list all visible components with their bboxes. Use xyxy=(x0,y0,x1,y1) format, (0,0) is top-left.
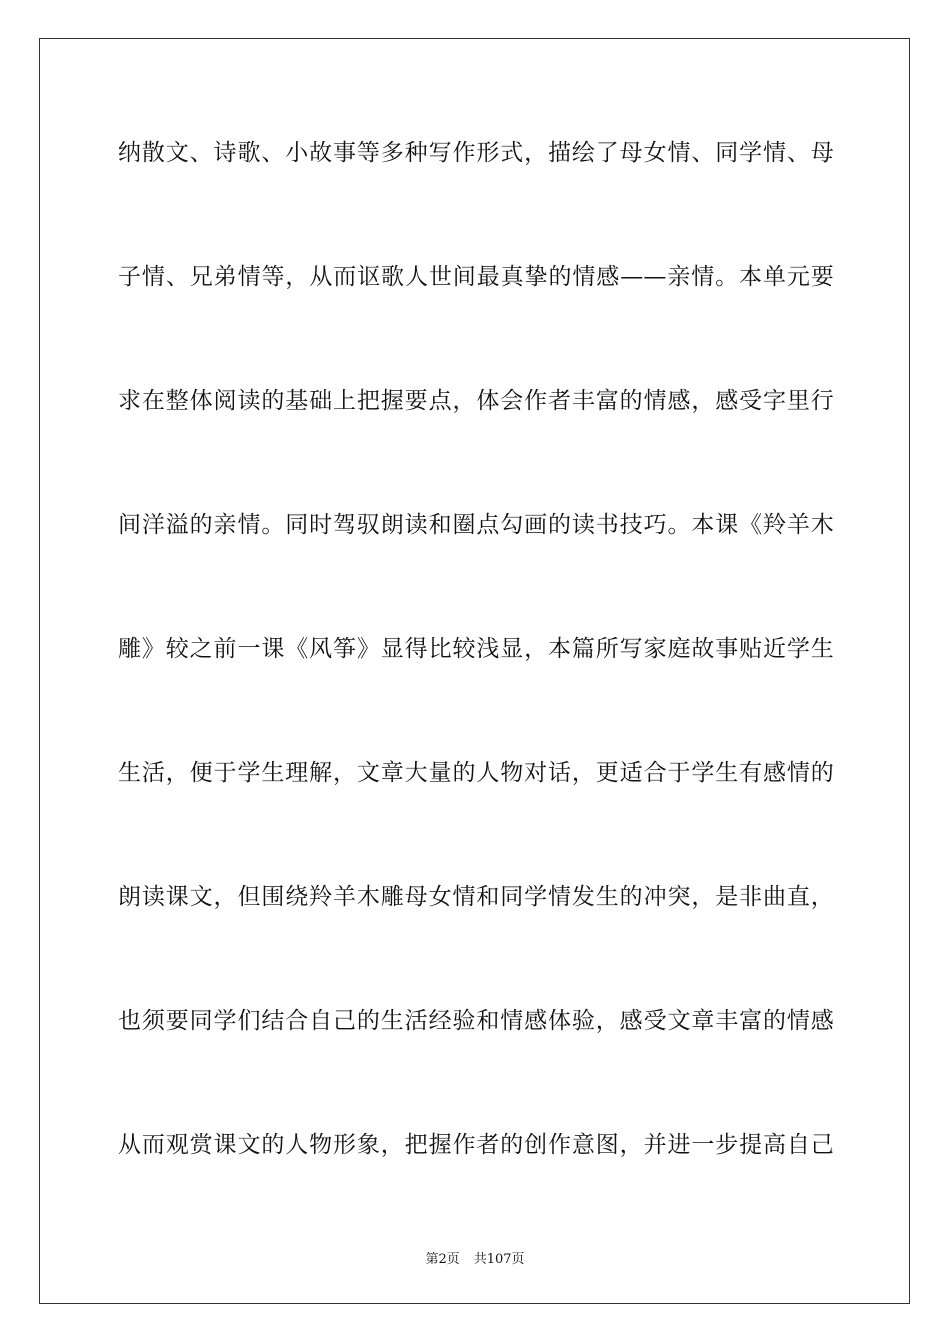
text-line: 从而观赏课文的人物形象，把握作者的创作意图，并进一步提高自己 xyxy=(118,1132,834,1158)
text-line: 雕》较之前一课《风筝》显得比较浅显，本篇所写家庭故事贴近学生 xyxy=(118,636,834,662)
page-number: 第2页 xyxy=(425,1252,460,1267)
total-pages: 共107页 xyxy=(473,1252,525,1267)
text-line: 也须要同学们结合自己的生活经验和情感体验，感受文章丰富的情感 xyxy=(118,1008,834,1034)
text-line: 子情、兄弟情等，从而讴歌人世间最真挚的情感——亲情。本单元要 xyxy=(118,264,834,290)
text-line: 朗读课文，但围绕羚羊木雕母女情和同学情发生的冲突，是非曲直， xyxy=(118,884,834,910)
text-line: 求在整体阅读的基础上把握要点，体会作者丰富的情感，感受字里行 xyxy=(118,388,834,414)
text-line: 生活，便于学生理解，文章大量的人物对话，更适合于学生有感情的 xyxy=(118,760,834,786)
page-footer xyxy=(0,1248,950,1267)
page-border xyxy=(39,38,910,1304)
text-line: 纳散文、诗歌、小故事等多种写作形式，描绘了母女情、同学情、母 xyxy=(118,140,834,166)
text-line: 间洋溢的亲情。同时驾驭朗读和圈点勾画的读书技巧。本课《羚羊木 xyxy=(118,512,834,538)
